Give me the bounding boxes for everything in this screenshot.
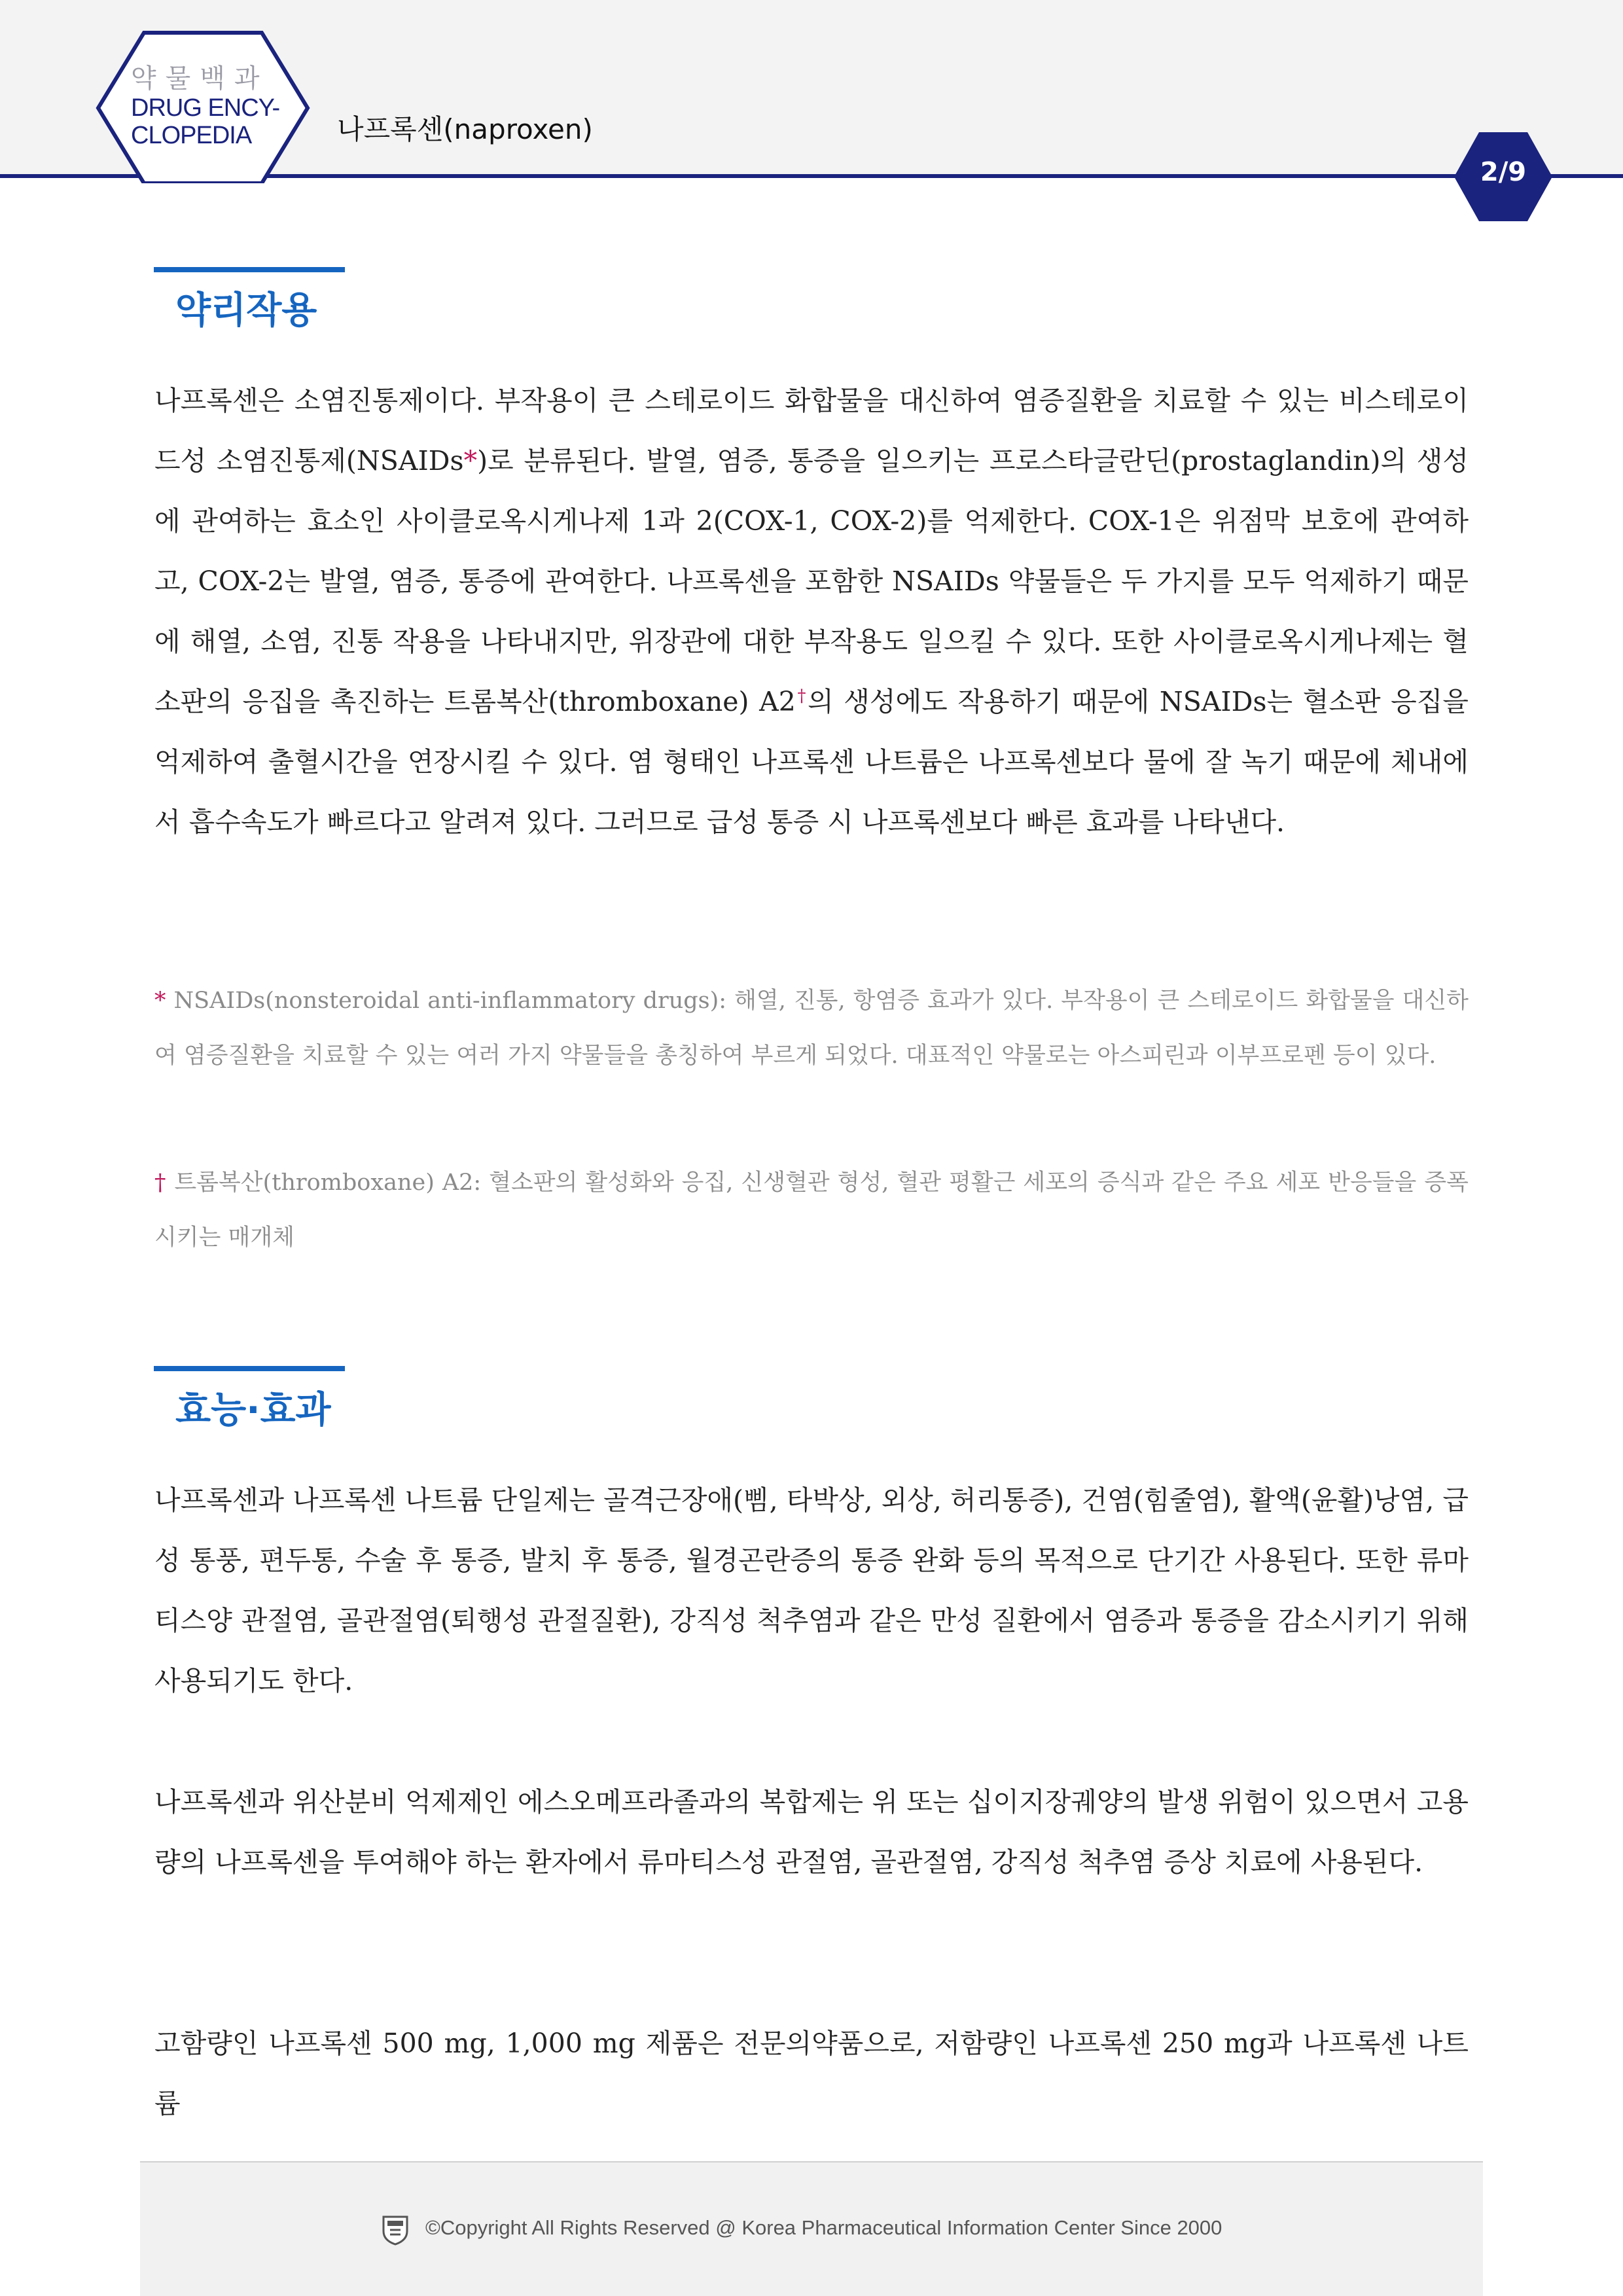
efficacy-paragraph-1: 나프록센과 나프록센 나트륨 단일제는 골격근장애(삠, 타박상, 외상, 허리통증), 건염(힘줄염), 활액(윤활)낭염, 급성 통풍, 편두통, 수술 후 통증, 발치 후 통증, 월경곤란증의 통증 완화 등의 목적으로 단기간 사용된다. 또한 류마티스양 관절염, 골관절염(퇴행성 관절질환), 강직성 척추염과 같은 만성 질환에서 염증과 통증을 감소시키기 위해 사용되기도 한다. [154, 1484, 1469, 1696]
logo-english-line2: CLOPEDIA [131, 122, 252, 149]
footnote-nsaids [154, 973, 1469, 1083]
footnote-marker-dagger[interactable]: † [795, 686, 808, 706]
paragraph-text: 의 생성에도 작용하기 때문에 NSAIDs는 혈소판 응집을 억제하여 출혈시간을 연장시킬 수 있다. 염 형태인 나프록센 나트륨은 나프록센보다 물에 잘 녹기 때문에 체내에서 흡수속도가 빠르다고 알려져 있다. 그러므로 급성 통증 시 나프록센보다 빠른 효과를 나타낸다. [154, 686, 1469, 838]
footnote-thromboxane [154, 1155, 1469, 1265]
footnote-text: 트롬복산(thromboxane) A2: 혈소판의 활성화와 응집, 신생혈관 형성, 혈관 평활근 세포의 증식과 같은 주요 세포 반응들을 증폭시키는 매개체 [154, 1170, 1469, 1251]
section-title-bar [154, 1366, 345, 1371]
footnote-marker: * [154, 988, 166, 1014]
efficacy-paragraph-3: 고함량인 나프록센 500 mg, 1,000 mg 제품은 전문의약품으로, 저함량인 나프록센 250 mg과 나프록센 나트륨 [154, 2028, 1469, 2119]
footnote-marker: † [154, 1170, 167, 1196]
footer-divider [140, 2161, 1483, 2162]
paragraph-text: 나프록센은 소염진통제이다. 부작용이 큰 스테로이드 화합물을 대신하여 염증질환을 치료할 수 있는 비스테로이드성 소염진통제(NSAIDs [154, 385, 1469, 476]
section-title-efficacy: 효능·효과 [175, 1389, 331, 1431]
section-title-bar [154, 267, 345, 272]
section-title-pharmacology: 약리작용 [175, 289, 317, 332]
logo-english-line1: DRUG ENCY- [131, 94, 280, 122]
logo-korean: 약물백과 [131, 63, 269, 94]
footnote-text: NSAIDs(nonsteroidal anti-inflammatory drugs): 해열, 진통, 항염증 효과가 있다. 부작용이 큰 스테로이드 화합물을 대신하여 염증질환을 치료할 수 있는 여러 가지 약물들을 총칭하여 부르게 되었다. 대표적인 약물로는 아스피린과 이부프로펜 등이 있다. [154, 988, 1469, 1069]
page-indicator: 2/9 [1480, 157, 1527, 187]
shield-emblem-icon [381, 2214, 410, 2246]
document-title: 나프록센(naproxen) [337, 113, 593, 145]
footnote-marker-asterisk[interactable]: * [463, 445, 478, 476]
pharmacology-paragraph [154, 370, 1469, 852]
efficacy-paragraph-2: 나프록센과 위산분비 억제제인 에스오메프라졸과의 복합제는 위 또는 십이지장궤양의 발생 위험이 있으면서 고용량의 나프록센을 투여해야 하는 환자에서 류마티스성 관절염, 골관절염, 강직성 척추염 증상 치료에 사용된다. [154, 1786, 1469, 1878]
logo[interactable] [131, 63, 281, 149]
copyright-text: ©Copyright All Rights Reserved @ Korea Pharmaceutical Information Center Since 2000 [425, 2216, 1222, 2239]
paragraph-text: )로 분류된다. 발열, 염증, 통증을 일으키는 프로스타글란딘(prostaglandin)의 생성에 관여하는 효소인 사이클로옥시게나제 1과 2(COX-1, COX-2)를 억제한다. COX-1은 위점막 보호에 관여하고, COX-2는 발열, 염증, 통증에 관여한다. 나프록센을 포함한 NSAIDs 약물들은 두 가지를 모두 억제하기 때문에 해열, 소염, 진통 작용을 나타내지만, 위장관에 대한 부작용도 일으킬 수 있다. 또한 사이클로옥시게나제는 혈소판의 응집을 촉진하는 트롬복산(thromboxane) A2 [154, 445, 1469, 717]
